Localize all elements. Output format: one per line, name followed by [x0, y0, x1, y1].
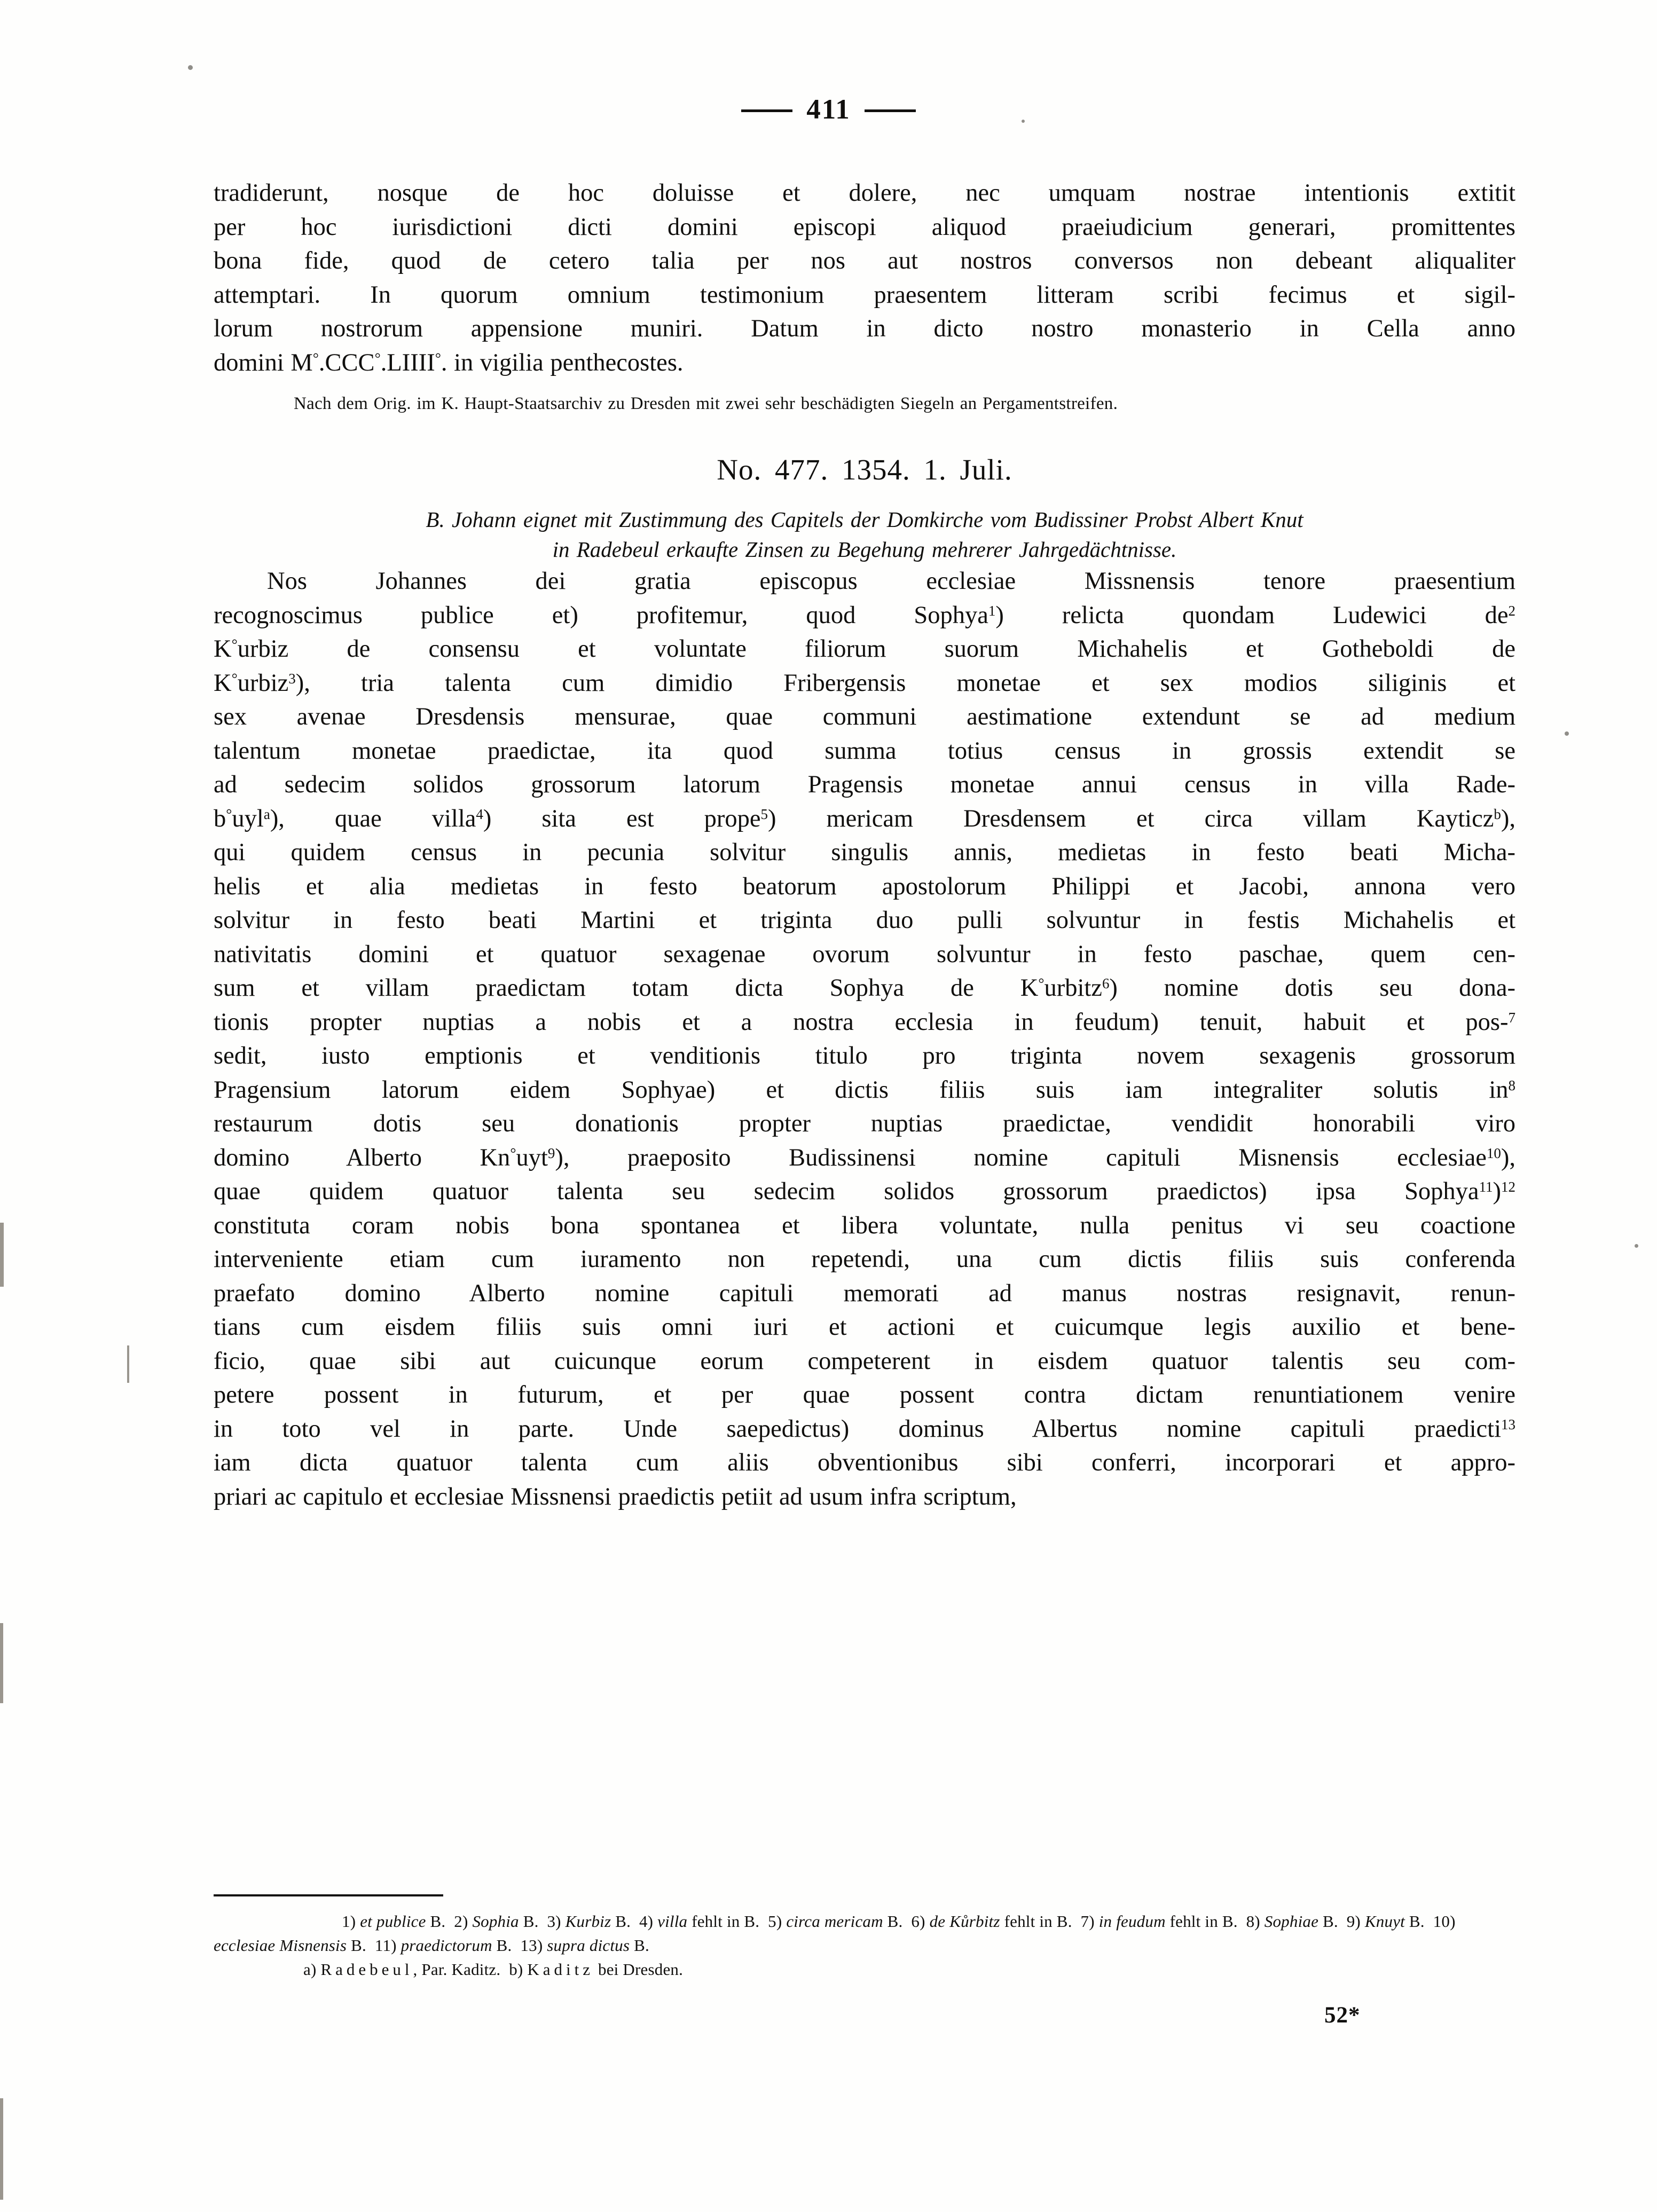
body-line: solvitur in festo beati Martini et triginta duo pulli solvuntur in festis Michahelis et: [214, 907, 1515, 934]
ring-diacritic-icon: °: [510, 1145, 516, 1162]
body-line: Pragensium latorum eidem Sophyae) et dictis filiis suis iam integraliter solutis $in^8$: [214, 1076, 1515, 1104]
body-line: quae quidem quatuor talenta seu sedecim solidos grossorum praedictos) ipsa Sophya$^{11}$)$^{12}$: [214, 1178, 1516, 1205]
date-prefix: domini M: [214, 349, 313, 376]
footnote-witness: fehlt in B.: [1000, 1912, 1081, 1931]
degree-mark-icon: °: [312, 350, 319, 367]
body-line: in toto vel in parte. Unde saepedictus) dominus Albertus nomine capituli praedicti$^{13}$: [214, 1415, 1515, 1443]
scan-edge-mark: [127, 1345, 129, 1383]
footnote-variant-reading: circa mericam: [786, 1912, 883, 1931]
body-line: lorum nostrorum appensione muniri. Datum in dicto nostro monasterio in Cella anno: [214, 315, 1515, 342]
ring-diacritic-icon: °: [231, 636, 238, 654]
body-line: K°urbiz de consensu et voluntate filiorum suorum Michahelis et Gotheboldi de: [214, 635, 1515, 663]
body-line: domino Alberto Kn°uyt$^9$), praeposito Budissinensi nomine capituli Misnensis ecclesiae$^{10}$),: [214, 1144, 1515, 1171]
footnote-variant-reading: in feudum: [1098, 1912, 1166, 1931]
body-line: priari ac capitulo et ecclesiae Missnensi praedictis petiit ad usum infra scriptum,: [214, 1483, 1017, 1510]
scan-edge-mark: [0, 1623, 3, 1703]
footnote-list-numbered: [214, 1909, 1515, 1957]
footnote-variant-reading: praedictorum: [400, 1936, 492, 1955]
footnote-variant-reading: et publice: [360, 1912, 426, 1931]
body-line: petere possent in futurum, et per quae possent contra dictam renuntiationem venire: [214, 1381, 1515, 1408]
footnote-item: [303, 1960, 509, 1979]
degree-mark-icon: °: [435, 350, 441, 367]
date-suffix: . in vigilia penthecostes.: [441, 349, 684, 376]
footnote-witness: fehlt in B.: [1165, 1912, 1246, 1931]
scan-edge-mark: [0, 1223, 4, 1287]
footnote-reference: 3: [288, 670, 296, 687]
page-number: 411: [806, 94, 851, 125]
date-roman-2: .LIIII: [380, 349, 435, 376]
ring-diacritic-icon: °: [231, 670, 238, 687]
footnote-variant-reading: Knuyt: [1364, 1912, 1405, 1931]
footnote-item: [1246, 1912, 1347, 1931]
date-roman-1: .CCC: [318, 349, 375, 376]
scan-speckle: [1565, 731, 1569, 736]
footnote-place-detail: bei Dresden.: [594, 1960, 684, 1979]
footnote-witness: B.: [492, 1936, 521, 1955]
footnote-variant-reading: Sophiae: [1264, 1912, 1319, 1931]
body-line: ad sedecim solidos grossorum latorum Pragensis monetae annui census in villa Rade-: [214, 771, 1515, 798]
body-line: per hoc iurisdictioni dicti domini episcopi aliquod praeiudicium generari, promittentes: [214, 213, 1515, 241]
text-column: [214, 176, 1515, 1514]
footnote-witness: B.: [1404, 1912, 1433, 1931]
footnote-item: [520, 1936, 649, 1955]
footnote-item: [768, 1912, 911, 1931]
scan-speckle: [188, 65, 193, 70]
body-line: tionis propter nuptias a nobis et a nostra ecclesia in feudum) tenuit, habuit et pos-$^7$: [214, 1008, 1515, 1036]
body-line: sex avenae Dresdensis mensurae, quae communi aestimatione extendunt se ad medium: [214, 703, 1515, 730]
body-line: nativitatis domini et quatuor sexagenae ovorum solvuntur in festo paschae, quem cen-: [214, 940, 1515, 968]
footnote-marker: 11): [374, 1936, 401, 1955]
body-line: restaurum dotis seu donationis propter nuptias praedictae, vendidit honorabili viro: [214, 1110, 1515, 1137]
source-note: Nach dem Orig. im K. Haupt-Staatsarchiv zu Dresden mit zwei sehr beschädigten Siegeln an Pergamentstreifen.: [294, 394, 1118, 413]
sheet-signature-mark: 52*: [1324, 2003, 1361, 2028]
footnote-witness: B.: [347, 1936, 375, 1955]
footnote-marker: 9): [1346, 1912, 1365, 1931]
footnote-witness: B.: [426, 1912, 454, 1931]
footnote-witness: B.: [630, 1936, 649, 1955]
footnote-witness: B.: [883, 1912, 912, 1931]
footnote-variant-reading: de Kůrbitz: [929, 1912, 1000, 1931]
footnote-variant-reading: Kurbiz: [565, 1912, 611, 1931]
body-line: praefato domino Alberto nomine capituli memorati ad manus nostras resignavit, renun-: [214, 1279, 1515, 1307]
footnote-marker: 10): [1433, 1912, 1456, 1931]
body-line: tians cum eisdem filiis suis omni iuri et actioni et cuicumque legis auxilio et bene-: [214, 1313, 1515, 1341]
footnote-place-detail: , Par. Kaditz.: [413, 1960, 509, 1979]
footnote-item: [911, 1912, 1080, 1931]
footnote-marker: a): [303, 1960, 321, 1979]
footnote-witness: B.: [611, 1912, 639, 1931]
footnote-rule: [214, 1894, 443, 1896]
body-line: iam dicta quatuor talenta cum aliis obventionibus sibi conferri, incorporari et appro-: [214, 1449, 1515, 1476]
footnote-reference: 12: [1501, 1178, 1516, 1195]
footnote-item: [1347, 1912, 1433, 1931]
footnote-variant-reading: Sophia: [472, 1912, 519, 1931]
footnote-reference: 1: [988, 602, 996, 619]
footnote-item: [454, 1912, 547, 1931]
body-line: sedit, iusto emptionis et venditionis titulo pro triginta novem sexagenis grossorum: [214, 1042, 1515, 1069]
running-head: [0, 93, 1657, 125]
footnote-variant-reading: supra dictus: [547, 1936, 630, 1955]
continued-charter-paragraph: [214, 176, 1515, 380]
ring-diacritic-icon: °: [1038, 975, 1045, 993]
body-line: ficio, quae sibi aut cuicunque eorum competerent in eisdem quatuor talentis seu com-: [214, 1347, 1515, 1375]
body-line: attemptari. In quorum omnium testimonium praesentem litteram scribi fecimus et sigil-: [214, 281, 1515, 309]
footnote-reference: 8: [1508, 1077, 1515, 1093]
footnote-marker: b): [509, 1960, 528, 1979]
footnote-list-lettered: [214, 1957, 1515, 1981]
footnote-reference: 4: [476, 806, 483, 822]
charter-body-paragraph: [214, 564, 1515, 1514]
footnote-reference: a: [263, 806, 270, 822]
footnote-reference: 7: [1508, 1009, 1515, 1026]
footnote-marker: 7): [1080, 1912, 1099, 1931]
body-line: helis et alia medietas in festo beatorum apostolorum Philippi et Jacobi, annona vero: [214, 872, 1515, 900]
degree-mark-icon: °: [374, 350, 381, 367]
body-line: b°uyl$^a$), quae villa$^4$) sita est prope$^5$) mericam Dresdensem et circa villam Kayticz$^b$),: [214, 805, 1515, 832]
body-line: qui quidem census in pecunia solvitur singulis annis, medietas in festo beati Micha-: [214, 839, 1515, 866]
body-line: constituta coram nobis bona spontanea et libera voluntate, nulla penitus vi seu coactione: [214, 1211, 1515, 1239]
body-line: sum et villam praedictam totam dicta Sophya de K°urbitz$^6$) nomine dotis seu dona-: [214, 974, 1515, 1002]
footnote-reference: 13: [1501, 1416, 1515, 1432]
footnote-item: [342, 1912, 454, 1931]
footnote-marker: 4): [639, 1912, 658, 1931]
footnote-item: [509, 1960, 683, 1979]
footnote-reference: 9: [547, 1145, 555, 1161]
footnote-witness: B.: [1318, 1912, 1347, 1931]
body-line-date: [214, 346, 1515, 380]
footnote-reference: 6: [1102, 975, 1110, 991]
footnote-reference: b: [1494, 806, 1501, 822]
footnote-item: [639, 1912, 768, 1931]
footnote-reference: 2: [1508, 602, 1515, 619]
footnote-reference: 11: [1479, 1178, 1493, 1195]
footnote-place-name: Radebeul: [320, 1960, 413, 1979]
footnote-item: [375, 1936, 521, 1955]
footnote-marker: 8): [1246, 1912, 1265, 1931]
footnote-reference: 10: [1486, 1145, 1501, 1161]
footnote-marker: 6): [911, 1912, 930, 1931]
body-line: tradiderunt, nosque de hoc doluisse et dolere, nec umquam nostrae intentionis extitit: [214, 179, 1515, 207]
body-line: K°urbiz$^3$), tria talenta cum dimidio Fribergensis monetae et sex modios siliginis et: [214, 669, 1515, 697]
footnote-reference: 5: [760, 806, 768, 822]
charter-heading: No. 477. 1354. 1. Juli.: [717, 453, 1012, 486]
footnote-item: [1081, 1912, 1246, 1931]
footnote-item: [547, 1912, 639, 1931]
head-rule-left: [741, 109, 792, 112]
ring-diacritic-icon: °: [226, 806, 232, 823]
footnote-marker: 5): [768, 1912, 787, 1931]
footnote-witness: B.: [519, 1912, 547, 1931]
body-line: talentum monetae praedictae, ita quod summa totius census in grossis extendit se: [214, 737, 1515, 765]
body-line: bona fide, quod de cetero talia per nos aut nostros conversos non debeant aliqualiter: [214, 247, 1515, 274]
footnote-variant-reading: villa: [657, 1912, 688, 1931]
footnote-marker: 13): [520, 1936, 547, 1955]
footnote-apparatus: [214, 1909, 1515, 1981]
charter-summary-line-1: B. Johann eignet mit Zustimmung des Capitels der Domkirche vom Budissiner Probst Albert Knut: [426, 507, 1303, 532]
body-line: Nos Johannes dei gratia episcopus ecclesiae Missnensis tenore praesentium: [267, 568, 1515, 595]
body-line: recognoscimus publice et) profitemur, quod Sophya$^1$) relicta quondam Ludewici $de^2$: [214, 601, 1515, 629]
footnote-marker: 3): [547, 1912, 566, 1931]
charter-summary-line-2: in Radebeul erkaufte Zinsen zu Begehung mehrerer Jahrgedächtnisse.: [552, 537, 1177, 562]
footnote-place-name: Kaditz: [527, 1960, 594, 1979]
scan-speckle: [1635, 1244, 1638, 1248]
footnote-variant-reading: ecclesiae Misnensis: [214, 1936, 347, 1955]
scan-edge-mark: [0, 2098, 3, 2200]
body-line: interveniente etiam cum iuramento non repetendi, una cum dictis filiis suis conferenda: [214, 1246, 1515, 1273]
footnote-marker: 1): [342, 1912, 360, 1931]
head-rule-right: [865, 109, 916, 112]
charter-summary: [214, 505, 1515, 564]
footnote-witness: fehlt in B.: [687, 1912, 768, 1931]
footnote-marker: 2): [454, 1912, 473, 1931]
